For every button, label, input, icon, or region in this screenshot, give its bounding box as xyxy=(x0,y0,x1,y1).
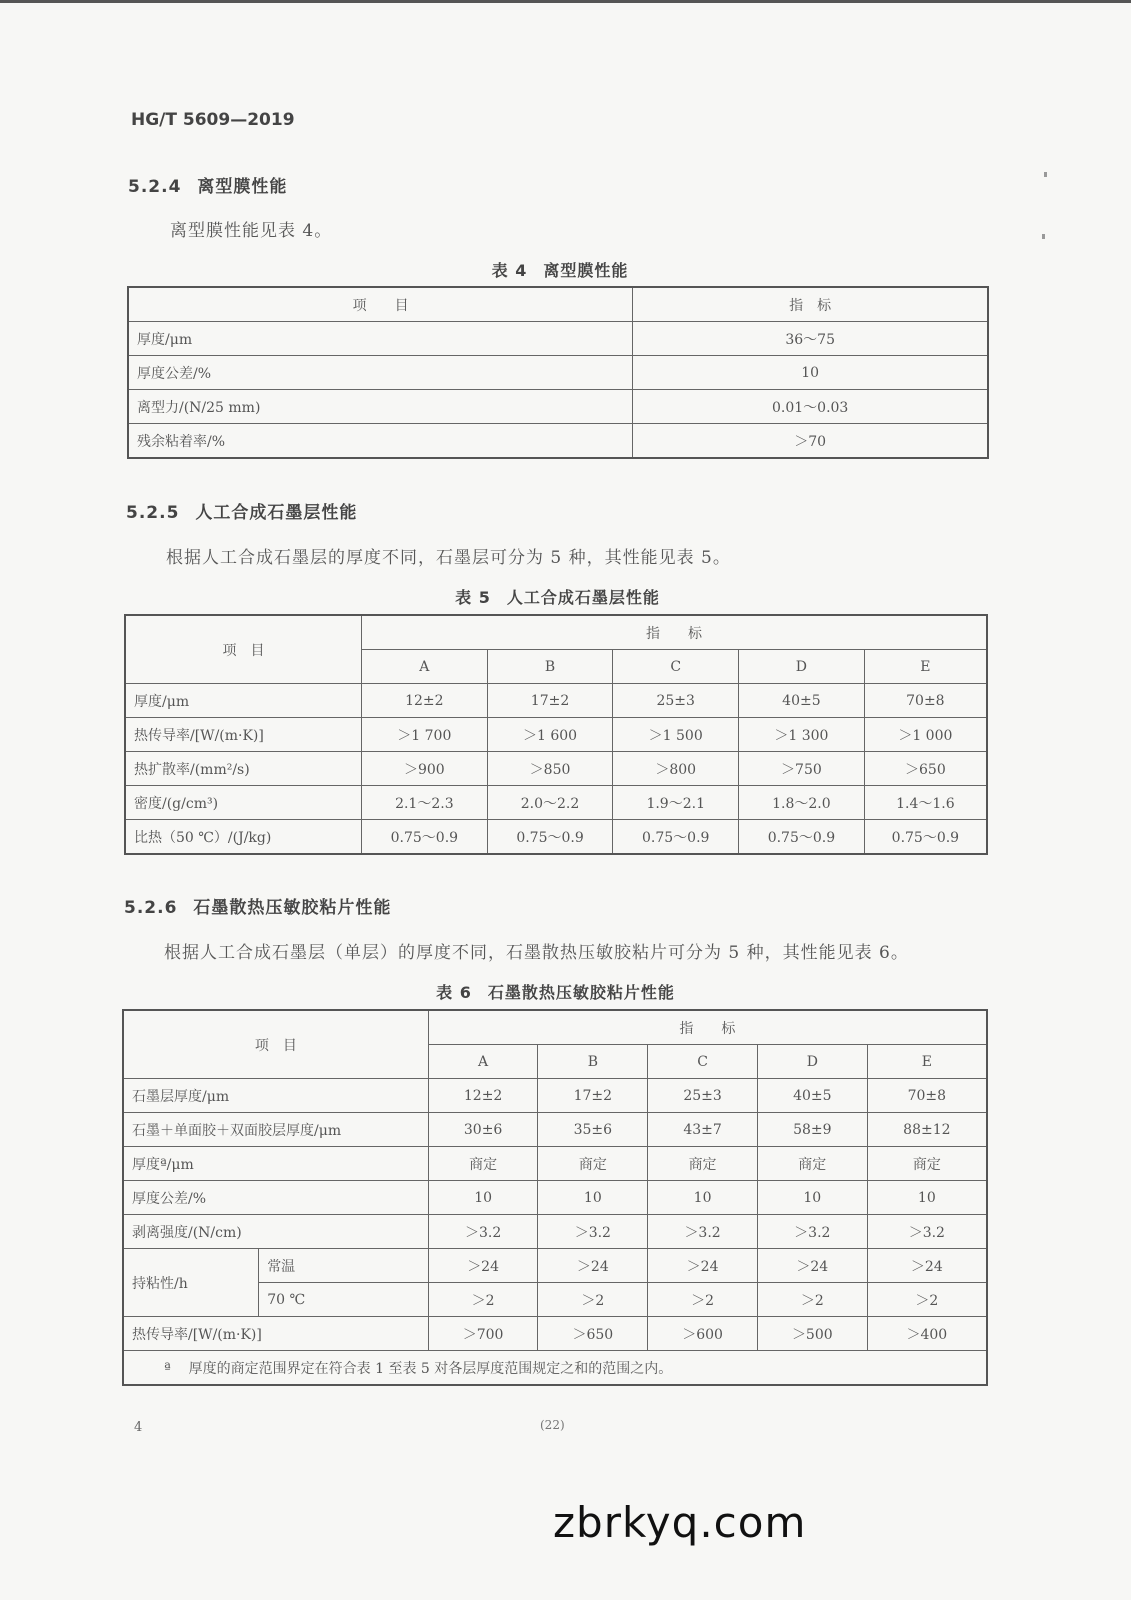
row-label: 石墨＋单面胶＋双面胶层厚度/μm xyxy=(123,1113,428,1147)
row-value: ＞3.2 xyxy=(428,1215,538,1249)
table-row xyxy=(123,1147,987,1181)
grade-header: D xyxy=(739,650,865,684)
row-value: 商定 xyxy=(428,1147,538,1181)
table-5-graphite-layer xyxy=(124,614,988,855)
row-label: 离型力/(N/25 mm) xyxy=(128,390,633,424)
section-heading-5-2-4 xyxy=(128,172,287,197)
table-row xyxy=(125,684,987,718)
tack-sub-label: 常温 xyxy=(259,1249,429,1283)
row-value: ＞24 xyxy=(648,1249,758,1283)
row-value: 2.0～2.2 xyxy=(487,786,613,820)
row-value: 10 xyxy=(648,1181,758,1215)
section-title: 人工合成石墨层性能 xyxy=(195,503,358,523)
row-value: 12±2 xyxy=(428,1079,538,1113)
watermark-text: zbrkyq.com xyxy=(553,1498,807,1547)
row-value: 2.1～2.3 xyxy=(362,786,488,820)
table-4-release-film xyxy=(127,286,989,459)
row-value: 商定 xyxy=(867,1147,987,1181)
row-value: 40±5 xyxy=(739,684,865,718)
grade-header: C xyxy=(648,1045,758,1079)
row-value: 70±8 xyxy=(867,1079,987,1113)
section-paragraph: 根据人工合成石墨层的厚度不同，石墨层可分为 5 种，其性能见表 5。 xyxy=(166,548,731,568)
row-value: ＞500 xyxy=(757,1317,867,1351)
row-label: 厚度/μm xyxy=(125,684,362,718)
row-label: 比热（50 ℃）/(J/kg) xyxy=(125,820,362,855)
row-value: ＞2 xyxy=(867,1283,987,1317)
row-label: 热传导率/[W/(m·K)] xyxy=(123,1317,428,1351)
table-row xyxy=(123,1249,987,1283)
row-value: ＞24 xyxy=(538,1249,648,1283)
standard-code: HG/T 5609—2019 xyxy=(131,110,295,130)
row-label: 厚度/μm xyxy=(128,322,633,356)
table-header-row xyxy=(123,1010,987,1045)
header-index: 指 标 xyxy=(428,1010,987,1045)
row-value: 36～75 xyxy=(633,322,988,356)
table-row xyxy=(123,1079,987,1113)
row-value: ＞3.2 xyxy=(648,1215,758,1249)
page-top-rule xyxy=(0,0,1131,3)
row-value: 30±6 xyxy=(428,1113,538,1147)
row-value: ＞3.2 xyxy=(538,1215,648,1249)
grade-header: A xyxy=(428,1045,538,1079)
scan-speck xyxy=(1044,172,1047,177)
row-value: ＞3.2 xyxy=(867,1215,987,1249)
scan-speck xyxy=(1042,234,1045,239)
table-row xyxy=(128,322,988,356)
row-value: 0.75～0.9 xyxy=(739,820,865,855)
row-value: 10 xyxy=(867,1181,987,1215)
row-label: 厚度公差/% xyxy=(128,356,633,390)
row-value: 58±9 xyxy=(757,1113,867,1147)
row-label: 厚度ª/μm xyxy=(123,1147,428,1181)
row-value: 40±5 xyxy=(757,1079,867,1113)
header-item: 项 目 xyxy=(125,615,362,684)
row-label: 热扩散率/(mm²/s) xyxy=(125,752,362,786)
row-value: ＞24 xyxy=(757,1249,867,1283)
table-caption-6 xyxy=(0,980,1111,1003)
tack-sub-label: 70 ℃ xyxy=(259,1283,429,1317)
row-value: ＞24 xyxy=(867,1249,987,1283)
row-value: 12±2 xyxy=(362,684,488,718)
header-item: 项 目 xyxy=(123,1010,428,1079)
grade-header: B xyxy=(538,1045,648,1079)
section-number: 5.2.4 xyxy=(128,177,182,197)
tack-label: 持粘性/h xyxy=(123,1249,259,1317)
row-value: ＞700 xyxy=(428,1317,538,1351)
row-value: ＞400 xyxy=(867,1317,987,1351)
row-value: 商定 xyxy=(757,1147,867,1181)
footnote-mark: ª xyxy=(164,1360,171,1377)
caption-number: 表 5 xyxy=(455,588,491,607)
grade-header: A xyxy=(362,650,488,684)
caption-title: 离型膜性能 xyxy=(543,261,629,280)
row-label: 石墨层厚度/μm xyxy=(123,1079,428,1113)
section-heading-5-2-5 xyxy=(126,498,357,523)
grade-header: E xyxy=(867,1045,987,1079)
row-value: 88±12 xyxy=(867,1113,987,1147)
row-value: 43±7 xyxy=(648,1113,758,1147)
row-value: 商定 xyxy=(648,1147,758,1181)
row-value: ＞1 500 xyxy=(613,718,739,752)
row-value: 25±3 xyxy=(613,684,739,718)
row-value: ＞800 xyxy=(613,752,739,786)
table-header-row xyxy=(128,287,988,322)
section-number: 5.2.5 xyxy=(126,503,180,523)
header-index: 指 标 xyxy=(362,615,988,650)
table-row xyxy=(123,1317,987,1351)
row-value: 25±3 xyxy=(648,1079,758,1113)
grade-header: C xyxy=(613,650,739,684)
row-value: 10 xyxy=(633,356,988,390)
caption-title: 人工合成石墨层性能 xyxy=(506,588,660,607)
table-row xyxy=(125,786,987,820)
table-row xyxy=(123,1113,987,1147)
row-label: 密度/(g/cm³) xyxy=(125,786,362,820)
row-value: ＞3.2 xyxy=(757,1215,867,1249)
section-title: 离型膜性能 xyxy=(197,177,288,197)
row-value: ＞2 xyxy=(428,1283,538,1317)
grade-header: D xyxy=(757,1045,867,1079)
row-label: 剥离强度/(N/cm) xyxy=(123,1215,428,1249)
section-number: 5.2.6 xyxy=(124,898,178,918)
table-row xyxy=(128,356,988,390)
caption-number: 表 4 xyxy=(491,261,528,280)
table-row xyxy=(128,424,988,459)
row-value: 0.01～0.03 xyxy=(633,390,988,424)
row-value: ＞70 xyxy=(633,424,988,459)
row-value: ＞2 xyxy=(757,1283,867,1317)
section-title: 石墨散热压敏胶粘片性能 xyxy=(193,898,392,918)
table-caption-4 xyxy=(0,258,1120,281)
row-value: 1.8～2.0 xyxy=(739,786,865,820)
table-row xyxy=(128,390,988,424)
row-label: 热传导率/[W/(m·K)] xyxy=(125,718,362,752)
row-value: 35±6 xyxy=(538,1113,648,1147)
table-caption-5 xyxy=(0,585,1115,608)
row-value: ＞1 600 xyxy=(487,718,613,752)
table-header-row xyxy=(125,615,987,650)
table-footnote xyxy=(123,1351,987,1386)
header-item: 项 目 xyxy=(128,287,633,322)
row-value: 0.75～0.9 xyxy=(613,820,739,855)
row-value: 0.75～0.9 xyxy=(362,820,488,855)
footnote-text: 厚度的商定范围界定在符合表 1 至表 5 对各层厚度范围规定之和的范围之内。 xyxy=(188,1360,673,1377)
row-value: ＞2 xyxy=(538,1283,648,1317)
row-value: 17±2 xyxy=(487,684,613,718)
row-value: 17±2 xyxy=(538,1079,648,1113)
page-number: 4 xyxy=(134,1420,143,1435)
grade-header: B xyxy=(487,650,613,684)
row-label: 残余粘着率/% xyxy=(128,424,633,459)
table-row xyxy=(125,820,987,855)
row-value: 10 xyxy=(538,1181,648,1215)
row-value: ＞1 700 xyxy=(362,718,488,752)
caption-title: 石墨散热压敏胶粘片性能 xyxy=(487,983,675,1002)
row-value: 1.9～2.1 xyxy=(613,786,739,820)
table-row xyxy=(123,1215,987,1249)
row-value: ＞850 xyxy=(487,752,613,786)
page-code: (22) xyxy=(540,1418,565,1432)
table-footnote-row xyxy=(123,1351,987,1386)
table-row xyxy=(125,718,987,752)
row-value: 70±8 xyxy=(864,684,987,718)
row-value: ＞1 000 xyxy=(864,718,987,752)
row-value: ＞1 300 xyxy=(739,718,865,752)
grade-header: E xyxy=(864,650,987,684)
section-paragraph: 根据人工合成石墨层（单层）的厚度不同，石墨散热压敏胶粘片可分为 5 种，其性能见表 6。 xyxy=(164,943,909,963)
row-value: 1.4～1.6 xyxy=(864,786,987,820)
row-label: 厚度公差/% xyxy=(123,1181,428,1215)
row-value: ＞650 xyxy=(538,1317,648,1351)
row-value: ＞900 xyxy=(362,752,488,786)
row-value: 10 xyxy=(757,1181,867,1215)
row-value: 10 xyxy=(428,1181,538,1215)
caption-number: 表 6 xyxy=(436,983,472,1002)
section-paragraph: 离型膜性能见表 4。 xyxy=(170,221,333,241)
row-value: ＞24 xyxy=(428,1249,538,1283)
table-row xyxy=(125,752,987,786)
row-value: ＞2 xyxy=(648,1283,758,1317)
row-value: 0.75～0.9 xyxy=(864,820,987,855)
header-index: 指 标 xyxy=(633,287,988,322)
row-value: ＞600 xyxy=(648,1317,758,1351)
row-value: 0.75～0.9 xyxy=(487,820,613,855)
row-value: 商定 xyxy=(538,1147,648,1181)
section-heading-5-2-6 xyxy=(124,893,391,918)
table-6-adhesive-sheet xyxy=(122,1009,988,1386)
row-value: ＞750 xyxy=(739,752,865,786)
table-row xyxy=(123,1181,987,1215)
row-value: ＞650 xyxy=(864,752,987,786)
